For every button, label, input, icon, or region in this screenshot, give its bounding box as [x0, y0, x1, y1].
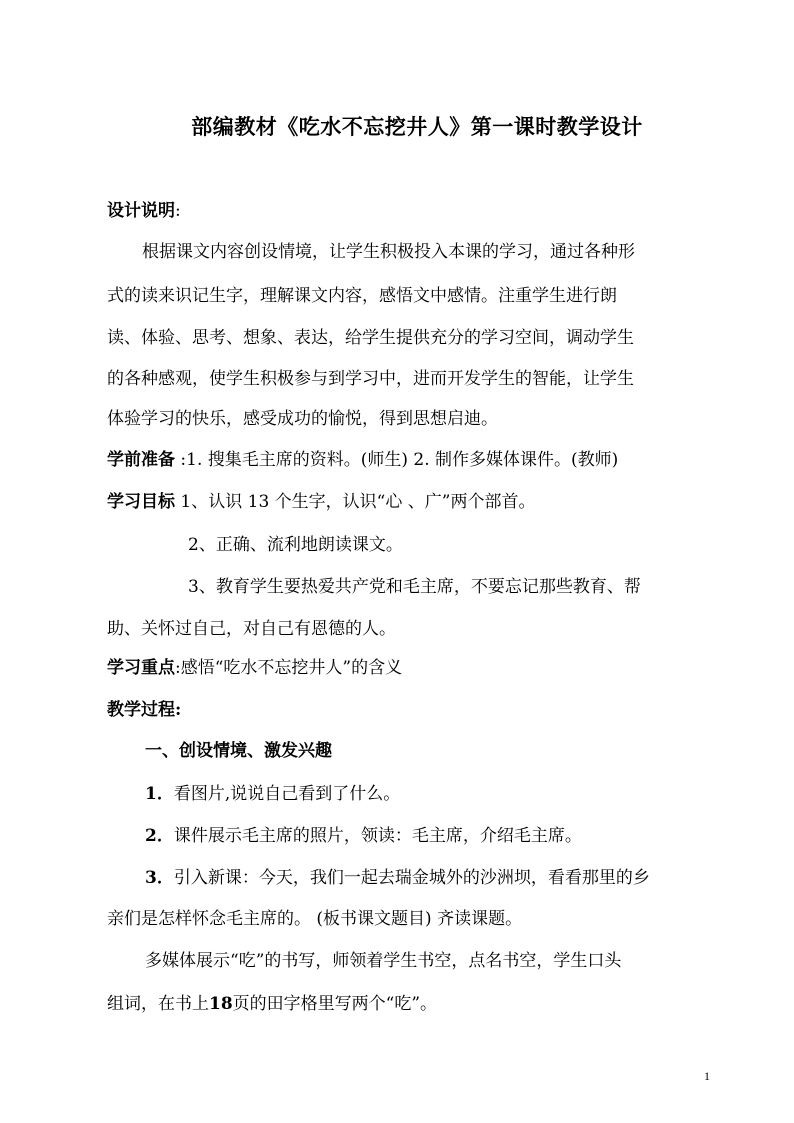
objective-item-2: 2、正确、流利地朗读课文。	[188, 535, 403, 555]
media-demo-line-2	[107, 992, 707, 1016]
process-step-2	[145, 824, 745, 848]
title-prefix: 部编教材《	[191, 114, 299, 139]
step-1-number: 1．	[145, 784, 174, 804]
design-note-line-1: 根据课文内容创设情境，让学生积极投入本课的学习，通过各种形	[142, 242, 635, 262]
objective-item-3-line-2: 助、关怀过自己，对自己有恩德的人。	[107, 619, 396, 639]
media-demo-line-1: 多媒体展示“吃”的书写，师领着学生书空，点名书空，学生口头	[145, 951, 622, 971]
title-book-name: 吃水不忘挖井人	[298, 114, 450, 139]
process-step-1	[145, 782, 745, 806]
key-point-text: :感悟“吃水不忘挖井人”的含义	[175, 658, 403, 678]
objectives-label: 学习目标	[107, 492, 175, 512]
step-3-text: 引入新课：今天，我们一起去瑞金城外的沙洲坝，看看那里的乡	[173, 868, 650, 888]
design-note-line-3: 读、体验、思考、想象、表达，给学生提供充分的学习空间，调动学生	[107, 328, 634, 348]
process-heading: 教学过程:	[107, 700, 182, 720]
step-1-text: 看图片,说说自己看到了什么。	[173, 784, 401, 804]
media-demo-page-num: 18	[209, 994, 233, 1014]
objective-item-3-line-1: 3、教育学生要热爱共产党和毛主席，不要忘记那些教育、帮	[188, 577, 641, 597]
process-section-1: 一、创设情境、激发兴趣	[145, 741, 332, 761]
preparation-text: :1. 搜集毛主席的资料。(师生) 2. 制作多媒体课件。(教师)	[175, 450, 619, 470]
media-demo-text-pre: 组词，在书上	[107, 994, 209, 1014]
media-demo-text-post: 页的田字格里写两个“吃”。	[232, 994, 438, 1014]
process-step-3-line-1	[145, 866, 745, 890]
step-2-text: 课件展示毛主席的照片，领读：毛主席，介绍毛主席。	[173, 826, 582, 846]
process-step-3-line-2: 亲们是怎样怀念毛主席的。 (板书课文题目) 齐读课题。	[107, 909, 523, 929]
step-2-number: 2．	[145, 826, 174, 846]
key-point-line	[107, 656, 707, 680]
document-title	[0, 112, 794, 142]
key-point-label: 学习重点	[107, 658, 175, 678]
design-note-line-4: 的各种感观，使学生积极参与到学习中，进而开发学生的智能，让学生	[107, 369, 634, 389]
page-number: 1	[704, 1069, 710, 1083]
objective-item-1: 1、认识 13 个生字，认识“心 、广”两个部首。	[175, 492, 536, 512]
preparation-line	[107, 448, 707, 472]
design-note-label: 设计说明	[107, 201, 175, 221]
design-note-line-2: 式的读来识记生字，理解课文内容，感悟文中感情。注重学生进行朗	[107, 286, 617, 306]
preparation-label: 学前准备	[107, 450, 175, 470]
objectives-line-1	[107, 490, 707, 514]
design-note-heading	[107, 199, 707, 223]
title-suffix: 》第一课时教学设计	[449, 114, 643, 139]
design-note-colon: :	[175, 201, 181, 221]
step-3-number: 3．	[145, 868, 174, 888]
design-note-line-5: 体验学习的快乐，感受成功的愉悦，得到思想启迪。	[107, 409, 498, 429]
